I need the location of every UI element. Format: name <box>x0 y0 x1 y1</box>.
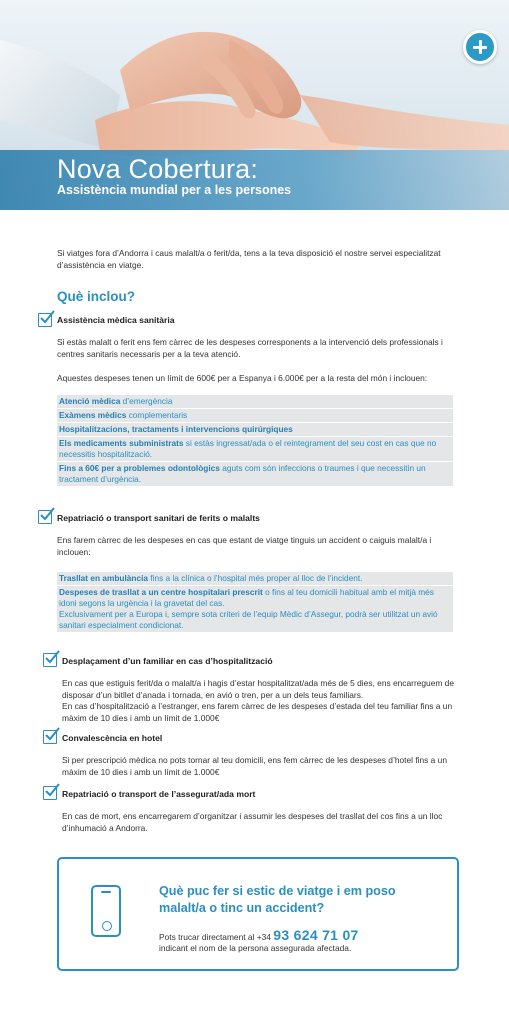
checkbox-checked-icon <box>43 653 57 667</box>
list-item: Exàmens mèdics complementaris <box>57 409 453 423</box>
list-item: Despeses de trasllat a un centre hospitalari prescrit o fins al teu domicili habitual amb el mitjà més idoni segons la urgència i la gravetat del cas. Exclusivament per a Europa i, sempre sota criteri de l’equip Mèdic d’Assegur, podrà ser utilitzat un avió sanitari especialment condicionat. <box>57 586 453 633</box>
plus-circle-icon[interactable] <box>463 30 497 64</box>
medical-items-box <box>57 395 453 487</box>
hotel-paragraph-1: Si per prescripció mèdica no pots tornar al teu domicili, ens fem càrrec de les despeses d’hotel fins a un màxim de 10 dies i amb un límit de 1.000€ <box>62 755 447 777</box>
section-title-death: Repatriació o transport de l’assegurat/ada mort <box>62 789 256 799</box>
hero-banner <box>0 0 509 210</box>
transport-paragraph-1: Ens farem càrrec de les despeses en cas que estant de viatge tinguis un accident o caiguis malalt/a i inclouen: <box>57 535 432 557</box>
checkbox-checked-icon <box>38 313 52 327</box>
medical-paragraph-1: Si estàs malalt o ferit ens fem càrrec de les despeses corresponents a la intervenció dels professionals i centres sanitaris necessaris per a la teva atenció. <box>57 337 443 359</box>
medical-paragraph-2: Aquestes despeses tenen un límit de 600€ per a Espanya i 6.000€ per a la resta del món i inclouen: <box>57 373 428 383</box>
death-paragraph-1: En cas de mort, ens encarregarem d’organitzar i assumir les despeses del trasllat del cos fins a un lloc d’inhumació a Andorra. <box>62 811 443 833</box>
section-title-hotel: Convalescència en hotel <box>62 733 163 743</box>
list-item: Hospitalitzacions, tractaments i intervencions quirúrgiques <box>57 423 453 437</box>
family-paragraph-2: En cas d’hospitalització a l’estranger, ens farem càrrec de les despeses d’estada del teu familiar fins a un màxim de 10 dies i amb un límit de 1.000€ <box>62 701 453 723</box>
list-item: Atenció mèdica d’emergència <box>57 395 453 409</box>
transport-items-box <box>57 572 453 633</box>
section-title-medical: Assistència mèdica sanitària <box>57 315 175 325</box>
phone-number-link[interactable]: 93 624 71 07 <box>273 927 359 943</box>
checkbox-checked-icon <box>43 730 57 744</box>
list-item: Fins a 60€ per a problemes odontològics aguts com són infeccions o traumes i que necessitin un tractament d’urgència. <box>57 462 453 487</box>
smartphone-icon <box>91 885 121 937</box>
section-title-transport: Repatriació o transport sanitari de ferits o malalts <box>57 513 260 523</box>
callout-question: Què puc fer si estic de viatge i em poso malalt/a o tinc un accident? <box>159 884 396 915</box>
contact-callout <box>57 857 459 971</box>
includes-heading: Què inclou? <box>57 289 136 304</box>
list-item: Els medicaments subministrats si estàs ingressat/ada o el reintegrament del seu cost en cas que no necessitis hospitalització. <box>57 437 453 462</box>
section-title-family: Desplaçament d’un familiar en cas d’hospitalització <box>62 656 273 666</box>
checkbox-checked-icon <box>38 510 52 524</box>
callout-text: Pots trucar directament al +34 93 624 71 07 indicant el nom de la persona assegurada afectada. <box>159 927 359 953</box>
page-subtitle: Assistència mundial per a les persones <box>57 183 292 197</box>
family-paragraph-1: En cas que estiguis ferit/da o malalt/a i hagis d’estar hospitalitzat/ada més de 5 dies, ens encarreguem de disposar d’un bitllet d’anada i tornada, en avió o tren, per a un dels teus familiars. <box>62 678 454 700</box>
intro-text: Si viatges fora d’Andorra i caus malalt/a o ferit/da, tens a la teva disposició el nostre servei especialitzat d’assistència en viatge. <box>57 248 441 270</box>
page-title: Nova Cobertura: <box>57 154 259 184</box>
list-item: Trasllat en ambulància fins a la clínica o l’hospital més proper al lloc de l’incident. <box>57 572 453 586</box>
checkbox-checked-icon <box>43 786 57 800</box>
